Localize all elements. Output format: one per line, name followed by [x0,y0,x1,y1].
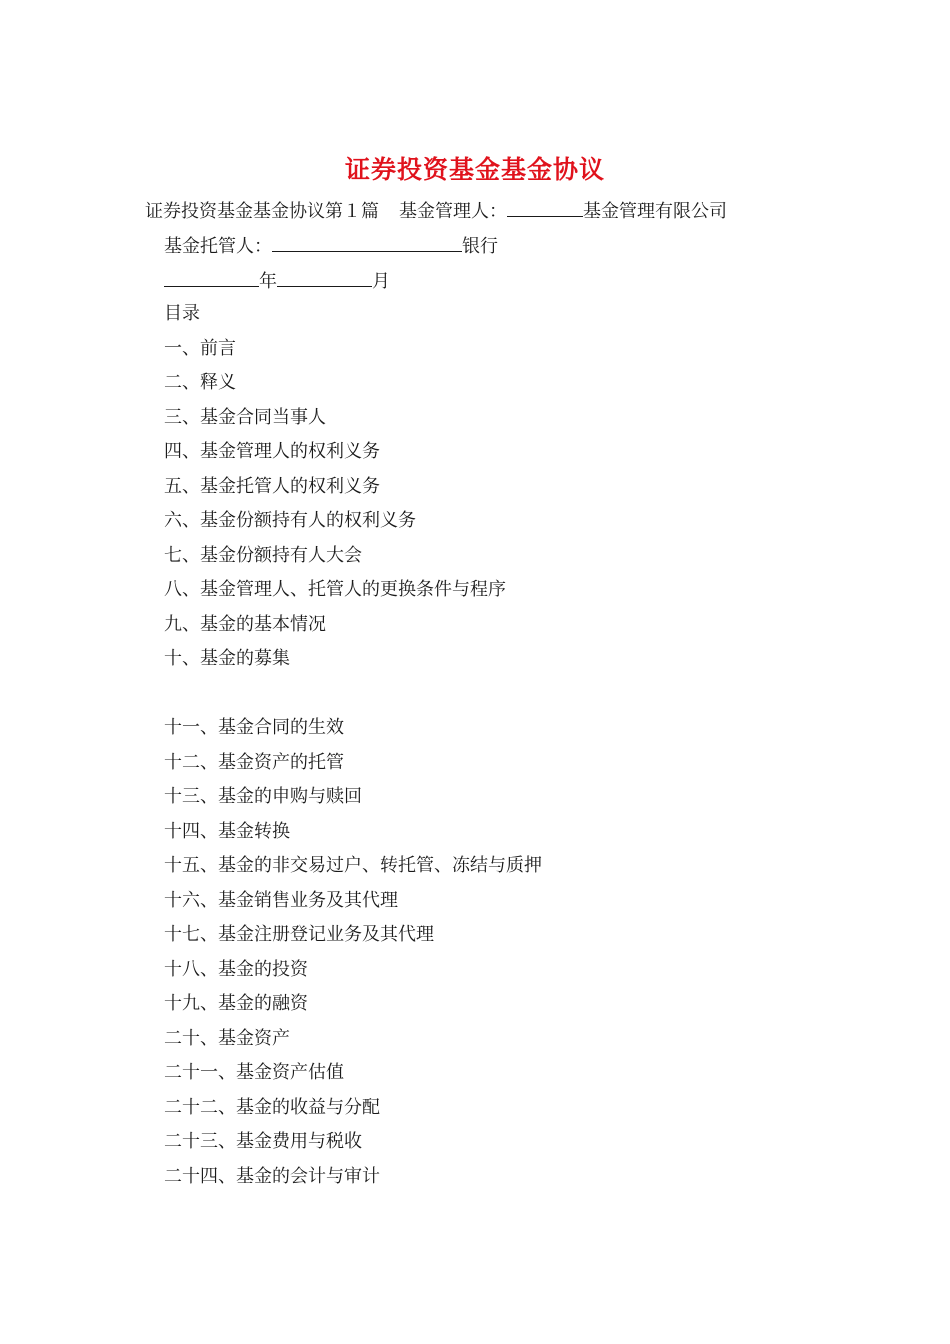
toc-item: 十五、基金的非交易过户、转托管、冻结与质押 [164,855,542,876]
toc-item: 七、基金份额持有人大会 [164,544,362,566]
toc-item: 十四、基金转换 [164,820,290,842]
toc-item: 二十二、基金的收益与分配 [164,1096,380,1118]
toc-item: 十三、基金的申购与赎回 [164,786,362,807]
toc-item: 九、基金的基本情况 [164,613,326,635]
toc-item: 十六、基金销售业务及其代理 [164,889,398,911]
toc-item: 五、基金托管人的权利义务 [164,475,380,497]
intro-line-custodian [164,233,498,259]
toc-item: 十、基金的募集 [164,648,290,669]
toc-item: 二十三、基金费用与税收 [164,1131,362,1152]
toc-item: 四、基金管理人的权利义务 [164,441,380,462]
month-blank [277,268,372,287]
toc-item: 十八、基金的投资 [164,958,308,980]
toc-spacer [164,682,542,717]
manager-label: 基金管理人： [399,201,507,222]
document-title: 证券投资基金基金协议 [344,155,605,184]
toc-item: 三、基金合同当事人 [164,406,326,428]
toc-item: 十一、基金合同的生效 [164,717,344,738]
intro-line-manager [145,198,727,224]
year-label: 年 [259,271,277,292]
custodian-name-blank [272,233,462,252]
toc-item: 二十、基金资产 [164,1027,290,1049]
custodian-label: 基金托管人： [164,236,272,257]
custodian-suffix: 银行 [462,236,498,257]
toc-item: 一、前言 [164,337,236,359]
toc-item: 八、基金管理人、托管人的更换条件与程序 [164,579,506,600]
toc-item: 十七、基金注册登记业务及其代理 [164,924,434,945]
table-of-contents [164,302,542,1199]
manager-suffix: 基金管理有限公司 [583,201,727,222]
toc-item: 十九、基金的融资 [164,993,308,1014]
toc-item: 二、释义 [164,372,236,393]
intro-line-date [164,268,390,294]
toc-item: 二十四、基金的会计与审计 [164,1165,380,1187]
toc-item: 十二、基金资产的托管 [164,751,344,773]
part-label: 证券投资基金基金协议第１篇 [145,201,379,222]
year-blank [164,268,259,287]
month-label: 月 [372,271,390,292]
toc-item: 六、基金份额持有人的权利义务 [164,510,416,531]
toc-item: 二十一、基金资产估值 [164,1062,344,1083]
toc-heading: 目录 [164,303,200,324]
manager-name-blank [507,198,583,217]
